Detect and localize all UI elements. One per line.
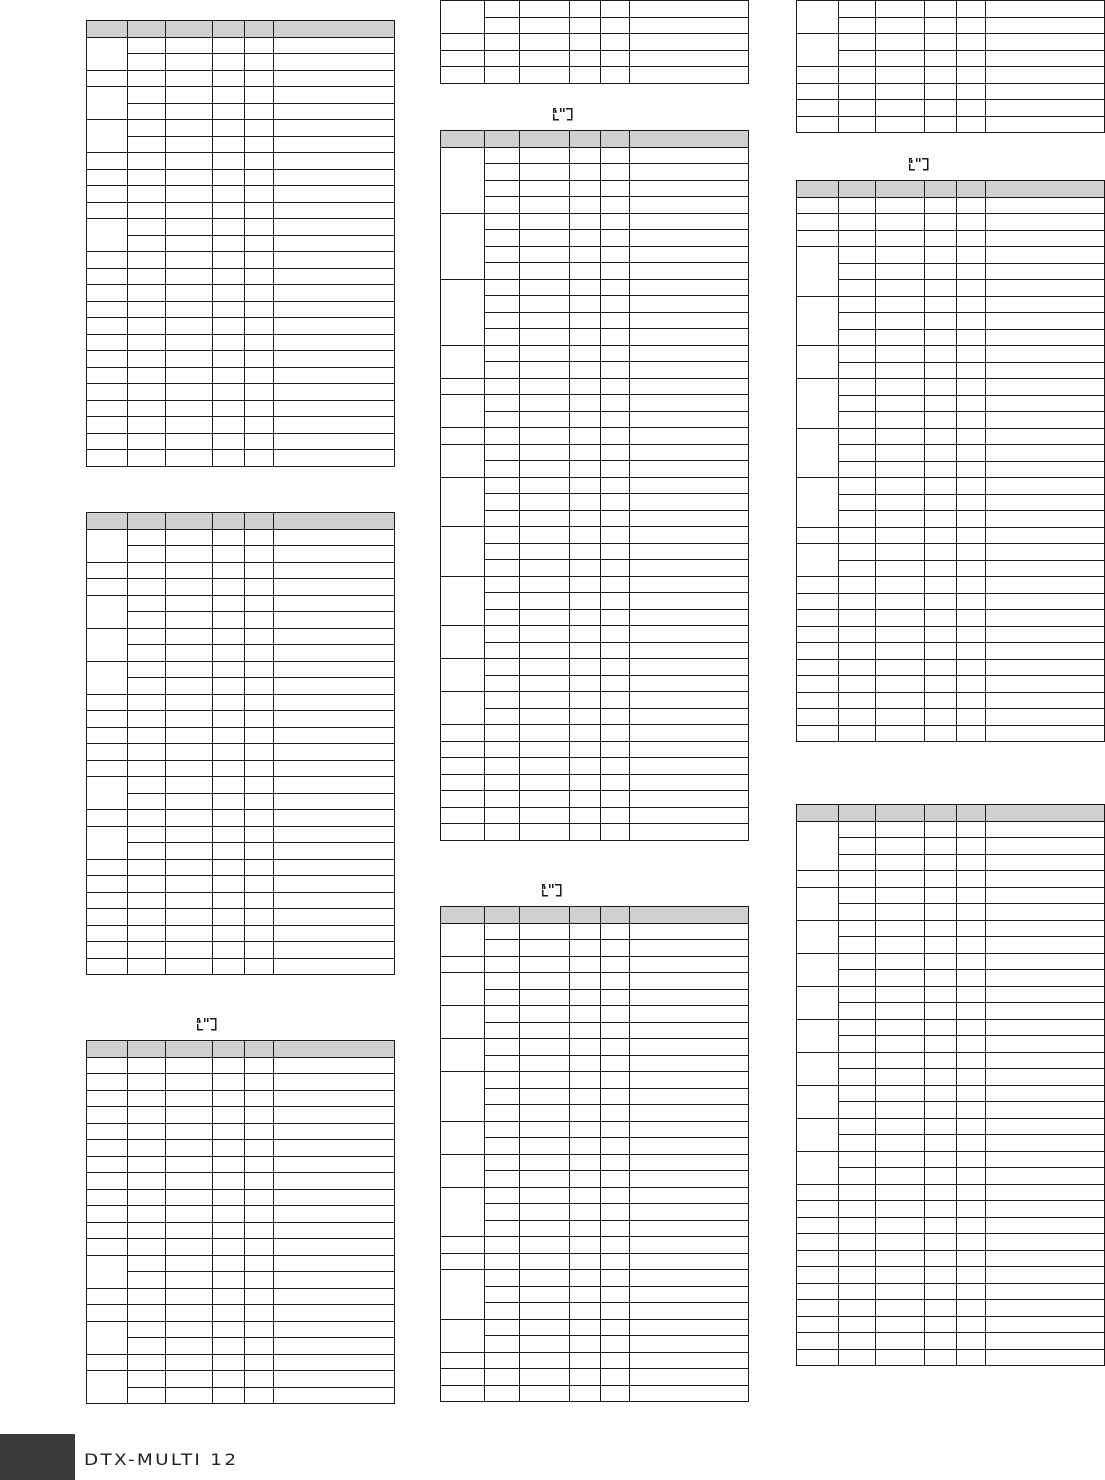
data-table: [86, 20, 395, 467]
table-row: [441, 973, 749, 990]
table-row: [441, 791, 749, 808]
table-row: [87, 1239, 395, 1256]
table-row: [441, 1270, 749, 1287]
table-row: [87, 1173, 395, 1190]
table-row: [441, 659, 749, 676]
table-row: [87, 186, 395, 203]
table-row: [797, 1217, 1105, 1234]
table-row: [87, 1057, 395, 1074]
table-row: [87, 661, 395, 678]
table-row: [87, 1255, 395, 1272]
table-row: [87, 301, 395, 318]
table-row: [441, 329, 749, 346]
table-row: [797, 1201, 1105, 1218]
table-row: [441, 1220, 749, 1237]
table-row: [87, 334, 395, 351]
table-row: [87, 612, 395, 629]
table-row: [87, 777, 395, 794]
table-row: [87, 1338, 395, 1355]
table-row: [797, 478, 1105, 495]
table-row: [441, 1369, 749, 1386]
table-row: [87, 909, 395, 926]
table-row: [797, 494, 1105, 511]
table-row: [441, 1105, 749, 1122]
table-row: [87, 1387, 395, 1404]
table-row: [87, 103, 395, 120]
table-row: [441, 692, 749, 709]
table-row: [797, 1052, 1105, 1069]
table-row: [797, 1085, 1105, 1102]
data-table: [796, 804, 1105, 1366]
table-row: [441, 378, 749, 395]
table-row: [87, 760, 395, 777]
table-row: [87, 1090, 395, 1107]
table-row: [797, 953, 1105, 970]
data-table: [796, 0, 1105, 133]
table-row: [797, 920, 1105, 937]
table-row: [87, 826, 395, 843]
table-row: [87, 859, 395, 876]
table-row: [441, 1154, 749, 1171]
table-row: [87, 678, 395, 695]
table-row: [87, 843, 395, 860]
table-row: [87, 153, 395, 170]
table-row: [797, 230, 1105, 247]
table-row: [797, 100, 1105, 117]
table-row: [797, 821, 1105, 838]
table-row: [441, 626, 749, 643]
table-row: [87, 433, 395, 450]
table-row: [87, 628, 395, 645]
table-row: [87, 1272, 395, 1289]
table-row: [441, 296, 749, 313]
table-row: [797, 34, 1105, 51]
table-row: [441, 395, 749, 412]
table-row: [87, 285, 395, 302]
table-row: [441, 609, 749, 626]
table-row: [87, 120, 395, 137]
table-row: [797, 1250, 1105, 1267]
table-row: [797, 970, 1105, 987]
table-row: [441, 1006, 749, 1023]
table-row: [797, 17, 1105, 34]
table-row: [441, 1055, 749, 1072]
table-row: [87, 417, 395, 434]
table-row: [797, 1003, 1105, 1020]
table-row: [441, 411, 749, 428]
table-row: [87, 450, 395, 467]
table-row: [441, 1138, 749, 1155]
table-header-row: [87, 1041, 395, 1058]
table-row: [441, 642, 749, 659]
table-row: [797, 1234, 1105, 1251]
table-row: [797, 362, 1105, 379]
table-row: [797, 1300, 1105, 1317]
table-row: [441, 279, 749, 296]
table-row: [441, 824, 749, 841]
table-row: [87, 136, 395, 153]
table-header-row: [797, 181, 1105, 198]
table-row: [87, 727, 395, 744]
table-row: [87, 579, 395, 596]
table-row: [87, 367, 395, 384]
table-row: [441, 593, 749, 610]
table-header-row: [797, 805, 1105, 822]
data-table: [796, 180, 1105, 742]
segment-display-icon: [196, 1017, 218, 1031]
table-row: [87, 1288, 395, 1305]
table-row: [797, 871, 1105, 888]
table-row: [797, 1316, 1105, 1333]
table-row: [87, 1371, 395, 1388]
table-row: [87, 876, 395, 893]
table-row: [441, 1072, 749, 1089]
table-row: [87, 169, 395, 186]
table-row: [441, 461, 749, 478]
table-row: [797, 854, 1105, 871]
table-row: [441, 428, 749, 445]
data-table: [86, 1040, 395, 1404]
table-row: [797, 725, 1105, 742]
table-row: [797, 511, 1105, 528]
table-row: [441, 576, 749, 593]
table-row: [441, 989, 749, 1006]
table-row: [441, 1352, 749, 1369]
table-row: [797, 560, 1105, 577]
table-row: [441, 1336, 749, 1353]
table-row: [87, 219, 395, 236]
table-row: [441, 956, 749, 973]
table-row: [441, 147, 749, 164]
table-row: [797, 937, 1105, 954]
table-row: [87, 744, 395, 761]
table-row: [441, 50, 749, 67]
table-row: [441, 1253, 749, 1270]
table-row: [797, 692, 1105, 709]
table-row: [441, 675, 749, 692]
table-row: [441, 246, 749, 263]
table-row: [797, 887, 1105, 904]
table-row: [441, 17, 749, 34]
table-row: [87, 1123, 395, 1140]
data-table: [440, 906, 749, 1402]
data-table: [86, 512, 395, 975]
table-row: [797, 593, 1105, 610]
table-row: [797, 1151, 1105, 1168]
table-row: [441, 1204, 749, 1221]
table-row: [797, 544, 1105, 561]
table-row: [87, 268, 395, 285]
table-row: [87, 793, 395, 810]
table-row: [441, 180, 749, 197]
table-row: [441, 560, 749, 577]
table-row: [797, 445, 1105, 462]
table-row: [87, 351, 395, 368]
table-row: [797, 659, 1105, 676]
table-row: [441, 444, 749, 461]
table-header-row: [441, 131, 749, 148]
table-header-row: [87, 21, 395, 38]
table-row: [441, 67, 749, 84]
table-row: [797, 1168, 1105, 1185]
table-row: [87, 384, 395, 401]
product-name: DTX-MULTI 12: [84, 1450, 239, 1469]
table-row: [441, 527, 749, 544]
table-row: [797, 1069, 1105, 1086]
table-row: [87, 1156, 395, 1173]
table-row: [797, 412, 1105, 429]
table-row: [441, 230, 749, 247]
table-row: [797, 280, 1105, 297]
table-row: [797, 428, 1105, 445]
table-row: [441, 510, 749, 527]
table-row: [797, 838, 1105, 855]
table-row: [87, 1140, 395, 1157]
table-row: [441, 725, 749, 742]
table-row: [441, 1286, 749, 1303]
table-row: [797, 461, 1105, 478]
table-row: [87, 70, 395, 87]
table-row: [797, 610, 1105, 627]
table-row: [441, 263, 749, 280]
table-row: [441, 923, 749, 940]
table-row: [87, 892, 395, 909]
table-row: [441, 1187, 749, 1204]
table-row: [87, 562, 395, 579]
table-row: [797, 1135, 1105, 1152]
table-row: [87, 318, 395, 335]
table-row: [87, 37, 395, 54]
table-row: [441, 34, 749, 51]
table-row: [441, 345, 749, 362]
table-row: [441, 758, 749, 775]
table-row: [797, 1, 1105, 18]
table-row: [797, 709, 1105, 726]
segment-display-icon: [908, 157, 930, 171]
table-row: [797, 296, 1105, 313]
table-row: [441, 1303, 749, 1320]
data-table: [440, 0, 749, 84]
table-row: [797, 379, 1105, 396]
table-row: [87, 1074, 395, 1091]
table-row: [87, 645, 395, 662]
table-row: [797, 247, 1105, 264]
table-row: [797, 1036, 1105, 1053]
table-row: [87, 235, 395, 252]
table-row: [797, 263, 1105, 280]
table-row: [797, 1283, 1105, 1300]
table-row: [87, 925, 395, 942]
table-row: [87, 711, 395, 728]
table-row: [441, 708, 749, 725]
table-row: [797, 395, 1105, 412]
table-row: [87, 1107, 395, 1124]
table-row: [797, 1102, 1105, 1119]
table-row: [87, 202, 395, 219]
table-row: [441, 362, 749, 379]
table-row: [441, 1319, 749, 1336]
table-row: [441, 494, 749, 511]
table-row: [441, 477, 749, 494]
table-row: [87, 1305, 395, 1322]
table-row: [87, 546, 395, 563]
table-row: [797, 329, 1105, 346]
table-row: [87, 1222, 395, 1239]
page-tab-marker: [0, 1434, 75, 1480]
table-row: [797, 83, 1105, 100]
segment-display-icon: [541, 883, 563, 897]
table-row: [87, 1189, 395, 1206]
table-row: [441, 774, 749, 791]
table-row: [797, 527, 1105, 544]
table-row: [797, 1118, 1105, 1135]
table-row: [441, 1385, 749, 1402]
table-row: [87, 1354, 395, 1371]
table-row: [441, 1022, 749, 1039]
table-row: [87, 694, 395, 711]
table-header-row: [87, 513, 395, 530]
table-row: [797, 313, 1105, 330]
table-row: [441, 1, 749, 18]
table-row: [797, 577, 1105, 594]
table-row: [797, 626, 1105, 643]
table-row: [441, 1121, 749, 1138]
table-row: [441, 1039, 749, 1056]
table-row: [87, 252, 395, 269]
table-row: [797, 214, 1105, 231]
table-row: [797, 1019, 1105, 1036]
table-row: [87, 810, 395, 827]
table-row: [441, 940, 749, 957]
table-row: [797, 676, 1105, 693]
table-row: [87, 595, 395, 612]
segment-display-icon: [552, 107, 574, 121]
table-row: [87, 942, 395, 959]
table-row: [441, 543, 749, 560]
data-table: [440, 130, 749, 841]
table-row: [87, 1321, 395, 1338]
table-row: [87, 87, 395, 104]
table-row: [87, 529, 395, 546]
table-row: [797, 1267, 1105, 1284]
table-header-row: [441, 907, 749, 924]
table-row: [797, 67, 1105, 84]
table-row: [797, 643, 1105, 660]
table-row: [87, 1206, 395, 1223]
table-row: [441, 1237, 749, 1254]
table-row: [441, 741, 749, 758]
table-row: [441, 1171, 749, 1188]
table-row: [87, 958, 395, 975]
table-row: [797, 346, 1105, 363]
table-row: [797, 1184, 1105, 1201]
table-row: [797, 986, 1105, 1003]
table-row: [797, 197, 1105, 214]
table-row: [797, 50, 1105, 67]
table-row: [441, 213, 749, 230]
table-row: [87, 54, 395, 71]
table-row: [797, 1349, 1105, 1366]
table-row: [797, 904, 1105, 921]
table-row: [797, 116, 1105, 133]
table-row: [441, 807, 749, 824]
table-row: [87, 400, 395, 417]
table-row: [441, 197, 749, 214]
table-row: [797, 1333, 1105, 1350]
table-row: [441, 1088, 749, 1105]
table-row: [441, 312, 749, 329]
table-row: [441, 164, 749, 181]
